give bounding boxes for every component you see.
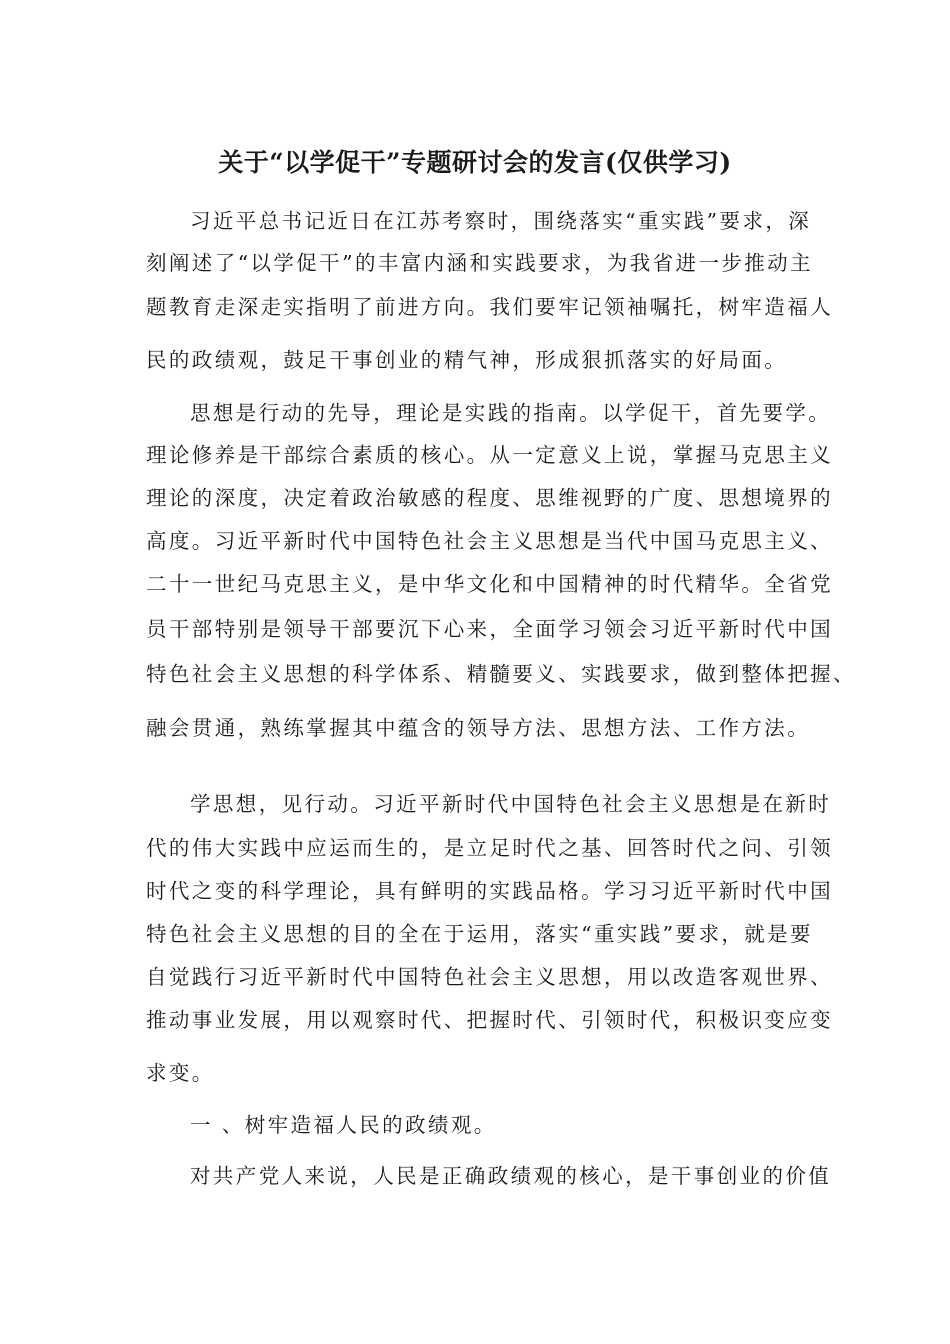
section-heading: 一 、树牢造福人民的政绩观。 — [190, 1113, 497, 1137]
paragraph-line: 推动事业发展，用以观察时代、把握时代、引领时代，积极识变应变 — [146, 1008, 833, 1032]
document-title: 关于“以学促干”专题研讨会的发言(仅供学习) — [218, 148, 732, 177]
paragraph-line: 习近平总书记近日在江苏考察时，围绕落实“重实践”要求，深 — [190, 209, 812, 233]
paragraph-line: 二十一世纪马克思主义，是中华文化和中国精神的时代精华。全省党 — [146, 572, 833, 596]
paragraph-line: 民的政绩观，鼓足干事创业的精气神，形成狠抓落实的好局面。 — [146, 348, 788, 372]
paragraph-line: 特色社会主义思想的科学体系、精髓要义、实践要求，做到整体把握、 — [146, 662, 856, 686]
paragraph-line: 员干部特别是领导干部要沉下心来，全面学习领会习近平新时代中国 — [146, 617, 833, 641]
paragraph-line: 理论修养是干部综合素质的核心。从一定意义上说，掌握马克思主义 — [146, 443, 833, 467]
paragraph-line: 刻阐述了“以学促干”的丰富内涵和实践要求，为我省进一步推动主 — [146, 251, 813, 275]
paragraph-line: 时代之变的科学理论，具有鲜明的实践品格。学习习近平新时代中国 — [146, 879, 833, 903]
paragraph-line: 高度。习近平新时代中国特色社会主义思想是当代中国马克思主义、 — [146, 529, 833, 553]
paragraph-line: 理论的深度，决定着政治敏感的程度、思维视野的广度、思想境界的 — [146, 486, 833, 510]
paragraph-line: 特色社会主义思想的目的全在于运用，落实“重实践”要求，就是要 — [146, 922, 813, 946]
paragraph-line: 对共产党人来说，人民是正确政绩观的核心，是干事创业的价值 — [190, 1164, 832, 1188]
paragraph-line: 学思想，见行动。习近平新时代中国特色社会主义思想是在新时 — [190, 792, 832, 816]
paragraph-line: 自觉践行习近平新时代中国特色社会主义思想，用以改造客观世界、 — [146, 965, 833, 989]
paragraph-line: 融会贯通，熟练掌握其中蕴含的领导方法、思想方法、工作方法。 — [146, 716, 811, 740]
paragraph-line: 思想是行动的先导，理论是实践的指南。以学促干，首先要学。 — [190, 401, 832, 425]
paragraph-line: 题教育走深走实指明了前进方向。我们要牢记领袖嘱托，树牢造福人 — [146, 295, 833, 319]
paragraph-line: 代的伟大实践中应运而生的，是立足时代之基、回答时代之问、引领 — [146, 836, 833, 860]
paragraph-line: 求变。 — [146, 1061, 215, 1085]
